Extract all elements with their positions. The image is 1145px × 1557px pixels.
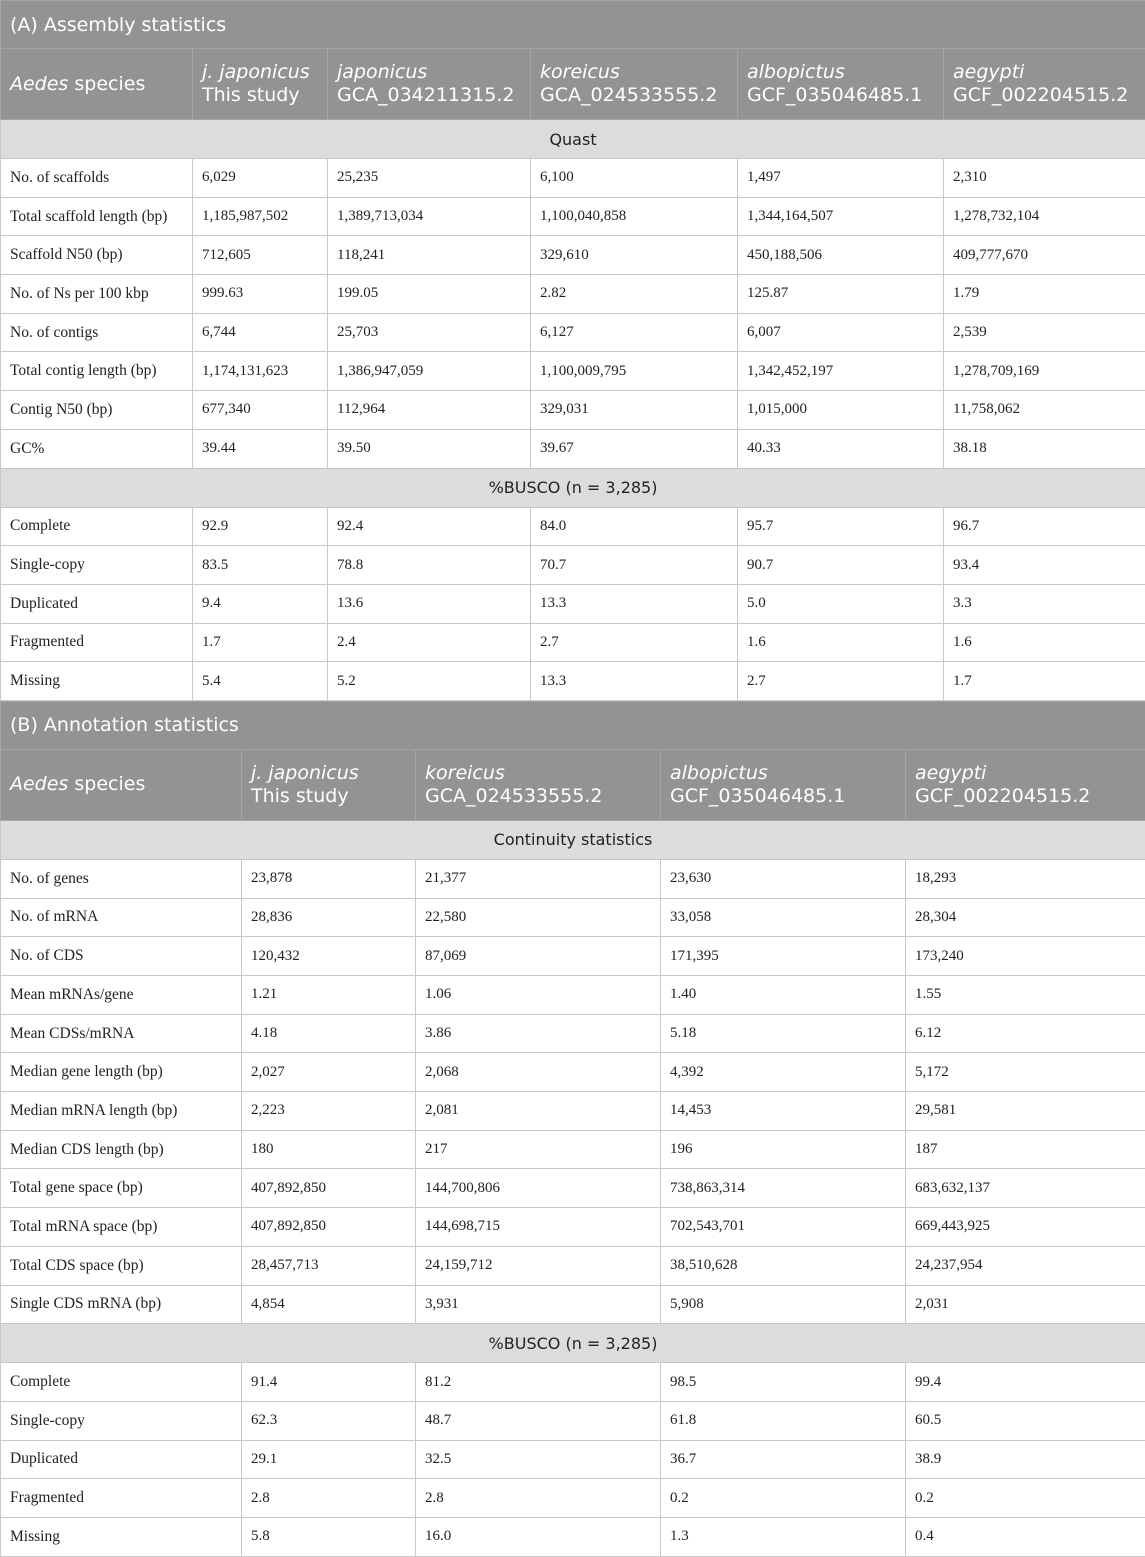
column-accession: GCA_034211315.2 [337, 84, 515, 106]
table-row [1, 662, 1145, 701]
table-title: (B) Annotation statistics [1, 701, 1145, 749]
column-header [944, 49, 1145, 120]
column-accession: GCF_002204515.2 [915, 784, 1091, 807]
table-cell: 1,100,040,858 [531, 197, 738, 236]
table-cell: 2.4 [328, 623, 531, 662]
table-cell: 84.0 [531, 507, 738, 546]
table-cell: 1.79 [944, 275, 1145, 314]
row-label: Total scaffold length (bp) [1, 197, 193, 236]
row-label: GC% [1, 429, 193, 468]
section-row [1, 820, 1145, 859]
table-cell: 1.7 [944, 662, 1145, 701]
table-cell: 5.18 [661, 1014, 906, 1053]
table-cell: 29.1 [242, 1440, 416, 1479]
table-row [1, 976, 1145, 1015]
table-cell: 1,342,452,197 [738, 352, 944, 391]
table-cell: 1,344,164,507 [738, 197, 944, 236]
column-species: koreicus [425, 761, 505, 784]
table-cell: 1.6 [738, 623, 944, 662]
row-label: Median gene length (bp) [1, 1053, 242, 1092]
table-cell: 62.3 [242, 1401, 416, 1440]
table-cell: 13.3 [531, 662, 738, 701]
table-cell: 1.3 [661, 1517, 906, 1556]
table-title-row [1, 1, 1145, 49]
table-cell: 4.18 [242, 1014, 416, 1053]
table-cell: 6,007 [738, 313, 944, 352]
row-label: Mean mRNAs/gene [1, 976, 242, 1015]
table-row [1, 1208, 1145, 1247]
table-cell: 3.86 [416, 1014, 661, 1053]
table-cell: 1,174,131,623 [193, 352, 328, 391]
table-cell: 16.0 [416, 1517, 661, 1556]
table-cell: 95.7 [738, 507, 944, 546]
table-cell: 48.7 [416, 1401, 661, 1440]
column-accession: This study [251, 784, 349, 807]
table-cell: 2,081 [416, 1092, 661, 1131]
table-cell: 112,964 [328, 391, 531, 430]
row-label: Duplicated [1, 584, 193, 623]
table-row [1, 352, 1145, 391]
table-cell: 1,386,947,059 [328, 352, 531, 391]
table-cell: 217 [416, 1130, 661, 1169]
table-cell: 5,908 [661, 1285, 906, 1324]
table-row [1, 197, 1145, 236]
row-label: Missing [1, 662, 193, 701]
table-cell: 0.2 [661, 1479, 906, 1518]
column-species: aegypti [915, 761, 987, 784]
header-row [1, 749, 1145, 820]
row-label: Total mRNA space (bp) [1, 1208, 242, 1247]
table-cell: 6,127 [531, 313, 738, 352]
table-row [1, 313, 1145, 352]
table-cell: 407,892,850 [242, 1169, 416, 1208]
table-row [1, 1285, 1145, 1324]
section-title: %BUSCO (n = 3,285) [1, 468, 1145, 507]
table-cell: 5,172 [906, 1053, 1145, 1092]
table-cell: 1.6 [944, 623, 1145, 662]
table-cell: 4,854 [242, 1285, 416, 1324]
section-row [1, 1324, 1145, 1363]
column-species: albopictus [670, 761, 768, 784]
header-genus: Aedes [10, 72, 69, 95]
table-cell: 2.7 [531, 623, 738, 662]
table-row [1, 275, 1145, 314]
table-cell: 2,223 [242, 1092, 416, 1131]
column-accession: GCF_035046485.1 [747, 84, 923, 106]
table-row [1, 1130, 1145, 1169]
table-cell: 2.8 [242, 1479, 416, 1518]
table-cell: 2.7 [738, 662, 944, 701]
table-cell: 24,237,954 [906, 1246, 1145, 1285]
table-row [1, 1169, 1145, 1208]
section-title: Continuity statistics [1, 820, 1145, 859]
table-cell: 999.63 [193, 275, 328, 314]
table-cell: 38.9 [906, 1440, 1145, 1479]
row-label: No. of genes [1, 859, 242, 898]
section-title: %BUSCO (n = 3,285) [1, 1324, 1145, 1363]
row-label: Fragmented [1, 623, 193, 662]
table-cell: 60.5 [906, 1401, 1145, 1440]
table-row [1, 898, 1145, 937]
column-accession: GCA_024533555.2 [425, 784, 603, 807]
table-cell: 5.8 [242, 1517, 416, 1556]
table-cell: 1.06 [416, 976, 661, 1015]
table-title: (A) Assembly statistics [1, 1, 1145, 49]
table-cell: 450,188,506 [738, 236, 944, 275]
table-cell: 14,453 [661, 1092, 906, 1131]
table-cell: 1,278,709,169 [944, 352, 1145, 391]
table-cell: 6.12 [906, 1014, 1145, 1053]
table-cell: 92.9 [193, 507, 328, 546]
row-label: Single CDS mRNA (bp) [1, 1285, 242, 1324]
table-cell: 6,100 [531, 159, 738, 198]
section-row [1, 468, 1145, 507]
table-cell: 5.4 [193, 662, 328, 701]
table-cell: 93.4 [944, 546, 1145, 585]
table-cell: 669,443,925 [906, 1208, 1145, 1247]
table-cell: 9.4 [193, 584, 328, 623]
table-cell: 23,630 [661, 859, 906, 898]
table-cell: 98.5 [661, 1363, 906, 1402]
table-cell: 329,031 [531, 391, 738, 430]
table-cell: 13.3 [531, 584, 738, 623]
table-cell: 125.87 [738, 275, 944, 314]
column-species: koreicus [540, 61, 620, 83]
table-cell: 91.4 [242, 1363, 416, 1402]
table-row [1, 236, 1145, 275]
row-label: Contig N50 (bp) [1, 391, 193, 430]
table-cell: 196 [661, 1130, 906, 1169]
table-cell: 87,069 [416, 937, 661, 976]
header-species-text: species [68, 72, 146, 95]
column-header [661, 749, 906, 820]
table-cell: 81.2 [416, 1363, 661, 1402]
table-cell: 21,377 [416, 859, 661, 898]
table-cell: 1.40 [661, 976, 906, 1015]
table-cell: 180 [242, 1130, 416, 1169]
table-row [1, 584, 1145, 623]
table-cell: 144,700,806 [416, 1169, 661, 1208]
row-label: Scaffold N50 (bp) [1, 236, 193, 275]
table-row [1, 1401, 1145, 1440]
table-cell: 39.50 [328, 429, 531, 468]
table-row [1, 1053, 1145, 1092]
table-cell: 1,185,987,502 [193, 197, 328, 236]
row-label: Mean CDSs/mRNA [1, 1014, 242, 1053]
table-row [1, 1092, 1145, 1131]
table-cell: 683,632,137 [906, 1169, 1145, 1208]
table-cell: 39.67 [531, 429, 738, 468]
row-label: No. of scaffolds [1, 159, 193, 198]
table-cell: 29,581 [906, 1092, 1145, 1131]
row-label: Single-copy [1, 1401, 242, 1440]
table-cell: 28,457,713 [242, 1246, 416, 1285]
section-title: Quast [1, 120, 1145, 159]
table-cell: 1.7 [193, 623, 328, 662]
table-cell: 36.7 [661, 1440, 906, 1479]
row-label: Median mRNA length (bp) [1, 1092, 242, 1131]
table-cell: 2,068 [416, 1053, 661, 1092]
column-accession: This study [202, 84, 300, 106]
table-row [1, 391, 1145, 430]
column-species: aegypti [953, 61, 1025, 83]
table-cell: 92.4 [328, 507, 531, 546]
row-label: No. of CDS [1, 937, 242, 976]
table-row [1, 1246, 1145, 1285]
stats-table-1 [0, 701, 1145, 1557]
table-row [1, 429, 1145, 468]
table-cell: 329,610 [531, 236, 738, 275]
row-label: Total gene space (bp) [1, 1169, 242, 1208]
table-cell: 38,510,628 [661, 1246, 906, 1285]
table-cell: 83.5 [193, 546, 328, 585]
table-row [1, 159, 1145, 198]
table-row [1, 507, 1145, 546]
table-cell: 6,744 [193, 313, 328, 352]
table-cell: 173,240 [906, 937, 1145, 976]
table-cell: 2.8 [416, 1479, 661, 1518]
table-cell: 1.55 [906, 976, 1145, 1015]
row-label: Total CDS space (bp) [1, 1246, 242, 1285]
table-cell: 70.7 [531, 546, 738, 585]
table-cell: 78.8 [328, 546, 531, 585]
table-row [1, 1014, 1145, 1053]
table-cell: 99.4 [906, 1363, 1145, 1402]
table-cell: 28,836 [242, 898, 416, 937]
table-cell: 4,392 [661, 1053, 906, 1092]
table-cell: 1,100,009,795 [531, 352, 738, 391]
table-cell: 22,580 [416, 898, 661, 937]
section-row [1, 120, 1145, 159]
header-species-label [1, 49, 193, 120]
table-cell: 120,432 [242, 937, 416, 976]
table-cell: 38.18 [944, 429, 1145, 468]
row-label: Median CDS length (bp) [1, 1130, 242, 1169]
column-header [531, 49, 738, 120]
table-cell: 33,058 [661, 898, 906, 937]
row-label: No. of Ns per 100 kbp [1, 275, 193, 314]
row-label: Complete [1, 507, 193, 546]
table-row [1, 546, 1145, 585]
table-row [1, 937, 1145, 976]
column-species: j. japonicus [251, 761, 359, 784]
table-cell: 677,340 [193, 391, 328, 430]
column-accession: GCA_024533555.2 [540, 84, 718, 106]
table-cell: 96.7 [944, 507, 1145, 546]
column-accession: GCF_002204515.2 [953, 84, 1129, 106]
table-cell: 1,497 [738, 159, 944, 198]
table-cell: 1,015,000 [738, 391, 944, 430]
table-cell: 738,863,314 [661, 1169, 906, 1208]
table-row [1, 1479, 1145, 1518]
column-header [906, 749, 1145, 820]
table-cell: 2,031 [906, 1285, 1145, 1324]
header-species-text: species [68, 773, 146, 796]
column-species: j. japonicus [202, 61, 310, 83]
header-species-label [1, 749, 242, 820]
table-cell: 6,029 [193, 159, 328, 198]
table-cell: 25,235 [328, 159, 531, 198]
column-species: albopictus [747, 61, 845, 83]
row-label: Missing [1, 1517, 242, 1556]
stats-table-0 [0, 0, 1145, 701]
table-cell: 28,304 [906, 898, 1145, 937]
column-species: japonicus [337, 61, 428, 83]
row-label: No. of contigs [1, 313, 193, 352]
table-cell: 712,605 [193, 236, 328, 275]
row-label: Single-copy [1, 546, 193, 585]
table-cell: 407,892,850 [242, 1208, 416, 1247]
column-header [328, 49, 531, 120]
row-label: Complete [1, 1363, 242, 1402]
table-cell: 3.3 [944, 584, 1145, 623]
table-cell: 187 [906, 1130, 1145, 1169]
table-cell: 2,027 [242, 1053, 416, 1092]
table-cell: 1,278,732,104 [944, 197, 1145, 236]
table-cell: 1,389,713,034 [328, 197, 531, 236]
table-cell: 1.21 [242, 976, 416, 1015]
table-cell: 90.7 [738, 546, 944, 585]
table-cell: 40.33 [738, 429, 944, 468]
row-label: No. of mRNA [1, 898, 242, 937]
table-cell: 11,758,062 [944, 391, 1145, 430]
header-row [1, 49, 1145, 120]
row-label: Duplicated [1, 1440, 242, 1479]
table-cell: 0.4 [906, 1517, 1145, 1556]
table-cell: 702,543,701 [661, 1208, 906, 1247]
table-cell: 0.2 [906, 1479, 1145, 1518]
column-accession: GCF_035046485.1 [670, 784, 846, 807]
table-cell: 13.6 [328, 584, 531, 623]
table-cell: 118,241 [328, 236, 531, 275]
table-cell: 39.44 [193, 429, 328, 468]
table-title-row [1, 701, 1145, 749]
table-cell: 2,539 [944, 313, 1145, 352]
table-cell: 32.5 [416, 1440, 661, 1479]
table-row [1, 623, 1145, 662]
table-cell: 5.2 [328, 662, 531, 701]
table-row [1, 1363, 1145, 1402]
table-row [1, 1517, 1145, 1556]
table-cell: 25,703 [328, 313, 531, 352]
table-cell: 3,931 [416, 1285, 661, 1324]
table-cell: 2.82 [531, 275, 738, 314]
column-header [242, 749, 416, 820]
table-cell: 409,777,670 [944, 236, 1145, 275]
header-genus: Aedes [10, 773, 69, 796]
table-cell: 199.05 [328, 275, 531, 314]
row-label: Fragmented [1, 1479, 242, 1518]
table-cell: 18,293 [906, 859, 1145, 898]
table-cell: 171,395 [661, 937, 906, 976]
table-cell: 24,159,712 [416, 1246, 661, 1285]
table-cell: 23,878 [242, 859, 416, 898]
row-label: Total contig length (bp) [1, 352, 193, 391]
table-cell: 144,698,715 [416, 1208, 661, 1247]
column-header [193, 49, 328, 120]
column-header [416, 749, 661, 820]
column-header [738, 49, 944, 120]
table-cell: 61.8 [661, 1401, 906, 1440]
table-row [1, 1440, 1145, 1479]
table-row [1, 859, 1145, 898]
table-cell: 2,310 [944, 159, 1145, 198]
table-cell: 5.0 [738, 584, 944, 623]
